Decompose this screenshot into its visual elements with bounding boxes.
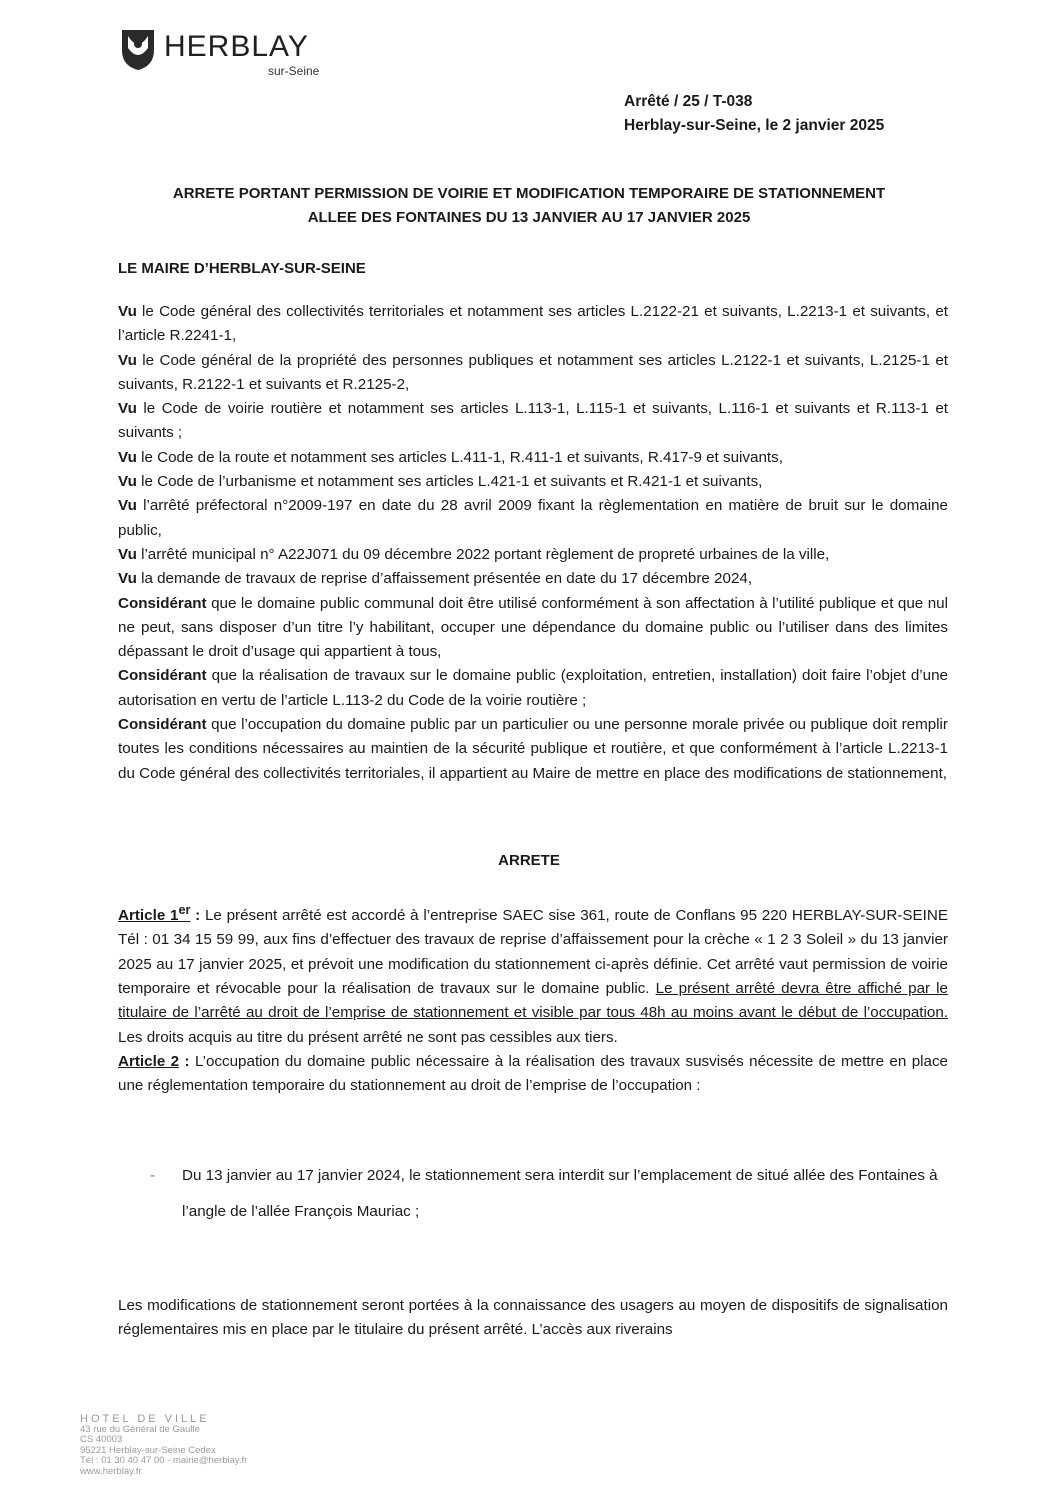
article-1: Article 1er : Le présent arrêté est accordé à l’entreprise SAEC sise 361, route de Conflans 95 220 HERBLAY-SUR-SEINE Tél : 01 34 15 59 99, aux fins d’effectuer des travaux de reprise d’affaissement pour la crèche « 1 2 3 Soleil » du 13 janvier 2025 au 17 janvier 2025, et prévoit une modification du stationnement ci-après définie. Cet arrêté vaut permission de voirie temporaire et révocable pour la réalisation de travaux sur le domaine public. Le présent arrêté devra être affiché par le titulaire de l’arrêté au droit de l’emprise de stationnement et visible par tous 48h au moins avant le début de l’occupation. Les droits acquis au titre du présent arrêté ne sont pas cessibles aux tiers. [118, 903, 949, 1046]
arrete-heading: ARRETE [498, 852, 560, 869]
considerant-paragraph: Considérant que la réalisation de travaux sur le domaine public (exploitation, entretien, installation) doit faire l’objet d’une autorisation en vertu de l’article L.113-2 du Code de la voirie routière ; [118, 667, 948, 709]
visa-paragraph: Vu le Code général de la propriété des personnes publiques et notamment ses articles L.2122-1 et suivants, L.2125-1 et suivants, R.2122-1 et suivants et R.2125-2, [118, 351, 948, 393]
herblay-logo [118, 24, 328, 80]
bullet-marker: - [150, 1167, 156, 1184]
visa-paragraph: Vu le Code de voirie routière et notamment ses articles L.113-1, L.115-1 et suivants, L.116-1 et suivants et R.113-1 et suivants ; [118, 400, 948, 442]
document-title-line2: ALLEE DES FONTAINES DU 13 JANVIER AU 17 JANVIER 2025 [307, 209, 751, 226]
document-title-line1: ARRETE PORTANT PERMISSION DE VOIRIE ET MODIFICATION TEMPORAIRE DE STATIONNEMENT [172, 185, 886, 202]
visa-paragraph: Vu la demande de travaux de reprise d’affaissement présentée en date du 17 décembre 2024, [118, 570, 753, 588]
reference-block [624, 90, 884, 138]
visa-paragraph: Vu le Code général des collectivités territoriales et notamment ses articles L.2122-21 et suivants, L.2213-1 et suivants, et l’article R.2241-1, [118, 303, 948, 345]
visa-paragraph: Vu le Code de la route et notamment ses articles L.411-1, R.411-1 et suivants, R.417-9 et suivants, [118, 448, 783, 466]
considerant-paragraph: Considérant que le domaine public communal doit être utilisé conformément à son affectation à l’utilité publique et que nul ne peut, sans disposer d’un titre l’y habilitant, occuper une dépendance du domaine public ou l’utiliser dans des limites dépassant le droit d’usage qui appartient à tous, [118, 594, 948, 661]
maire-heading: LE MAIRE D’HERBLAY-SUR-SEINE [118, 260, 366, 277]
visas-section [118, 300, 948, 786]
logo-subtitle: sur-Seine [268, 64, 320, 78]
considerant-paragraph: Considérant que l’occupation du domaine public par un particulier ou une personne morale privée ou publique doit remplir toutes les conditions nécessaires au maintien de la sécurité publique et routière, et que conformément à l’article L.2213-1 du Code général des collectivités territoriales, il appartient au Maire de mettre en place des modifications de stationnement, [118, 716, 948, 782]
article-1-underlined-notice: Le présent arrêté devra être affiché par le titulaire de l’arrêté au droit de l’emprise de stationnement et visible par tous 48h au moins avant le début de l’occupation. [118, 979, 949, 1022]
arrete-number: Arrêté / 25 / T-038 [624, 93, 753, 110]
closing-paragraph: Les modifications de stationnement seront portées à la connaissance des usagers au moyen de dispositifs de signalisation réglementaires mis en place par le titulaire du présent arrêté. L’accès aux riverains [118, 1297, 948, 1339]
visa-paragraph: Vu l’arrêté préfectoral n°2009-197 en date du 28 avril 2009 fixant la règlementation en matière de bruit sur le domaine public, [118, 497, 948, 539]
article-2: Article 2 : L’occupation du domaine public nécessaire à la réalisation des travaux susvisés nécessite de mettre en place une réglementation temporaire du stationnement au droit de l’emprise de l’occupation : [118, 1052, 949, 1095]
footer-address: HOTEL DE VILLE 43 rue du Général de Gaulle CS 40003 95221 Herblay-sur-Seine Cedex Tél : 01 30 40 47 00 - mairie@herblay.fr www.herblay.fr [80, 1413, 248, 1477]
bullet-text: Du 13 janvier au 17 janvier 2024, le stationnement sera interdit sur l’emplacement de situé allée des Fontaines à l’angle de l’allée François Mauriac ; [182, 1167, 938, 1220]
visa-paragraph: Vu le Code de l’urbanisme et notamment ses articles L.421-1 et suivants et R.421-1 et suivants, [118, 473, 763, 491]
visa-paragraph: Vu l’arrêté municipal n° A22J071 du 09 décembre 2022 portant règlement de propreté urbaines de la ville, [118, 545, 830, 563]
city-crest-icon [118, 26, 158, 72]
place-date: Herblay-sur-Seine, le 2 janvier 2025 [624, 117, 885, 134]
logo-name: HERBLAY [164, 30, 309, 63]
articles-section [118, 898, 948, 1098]
